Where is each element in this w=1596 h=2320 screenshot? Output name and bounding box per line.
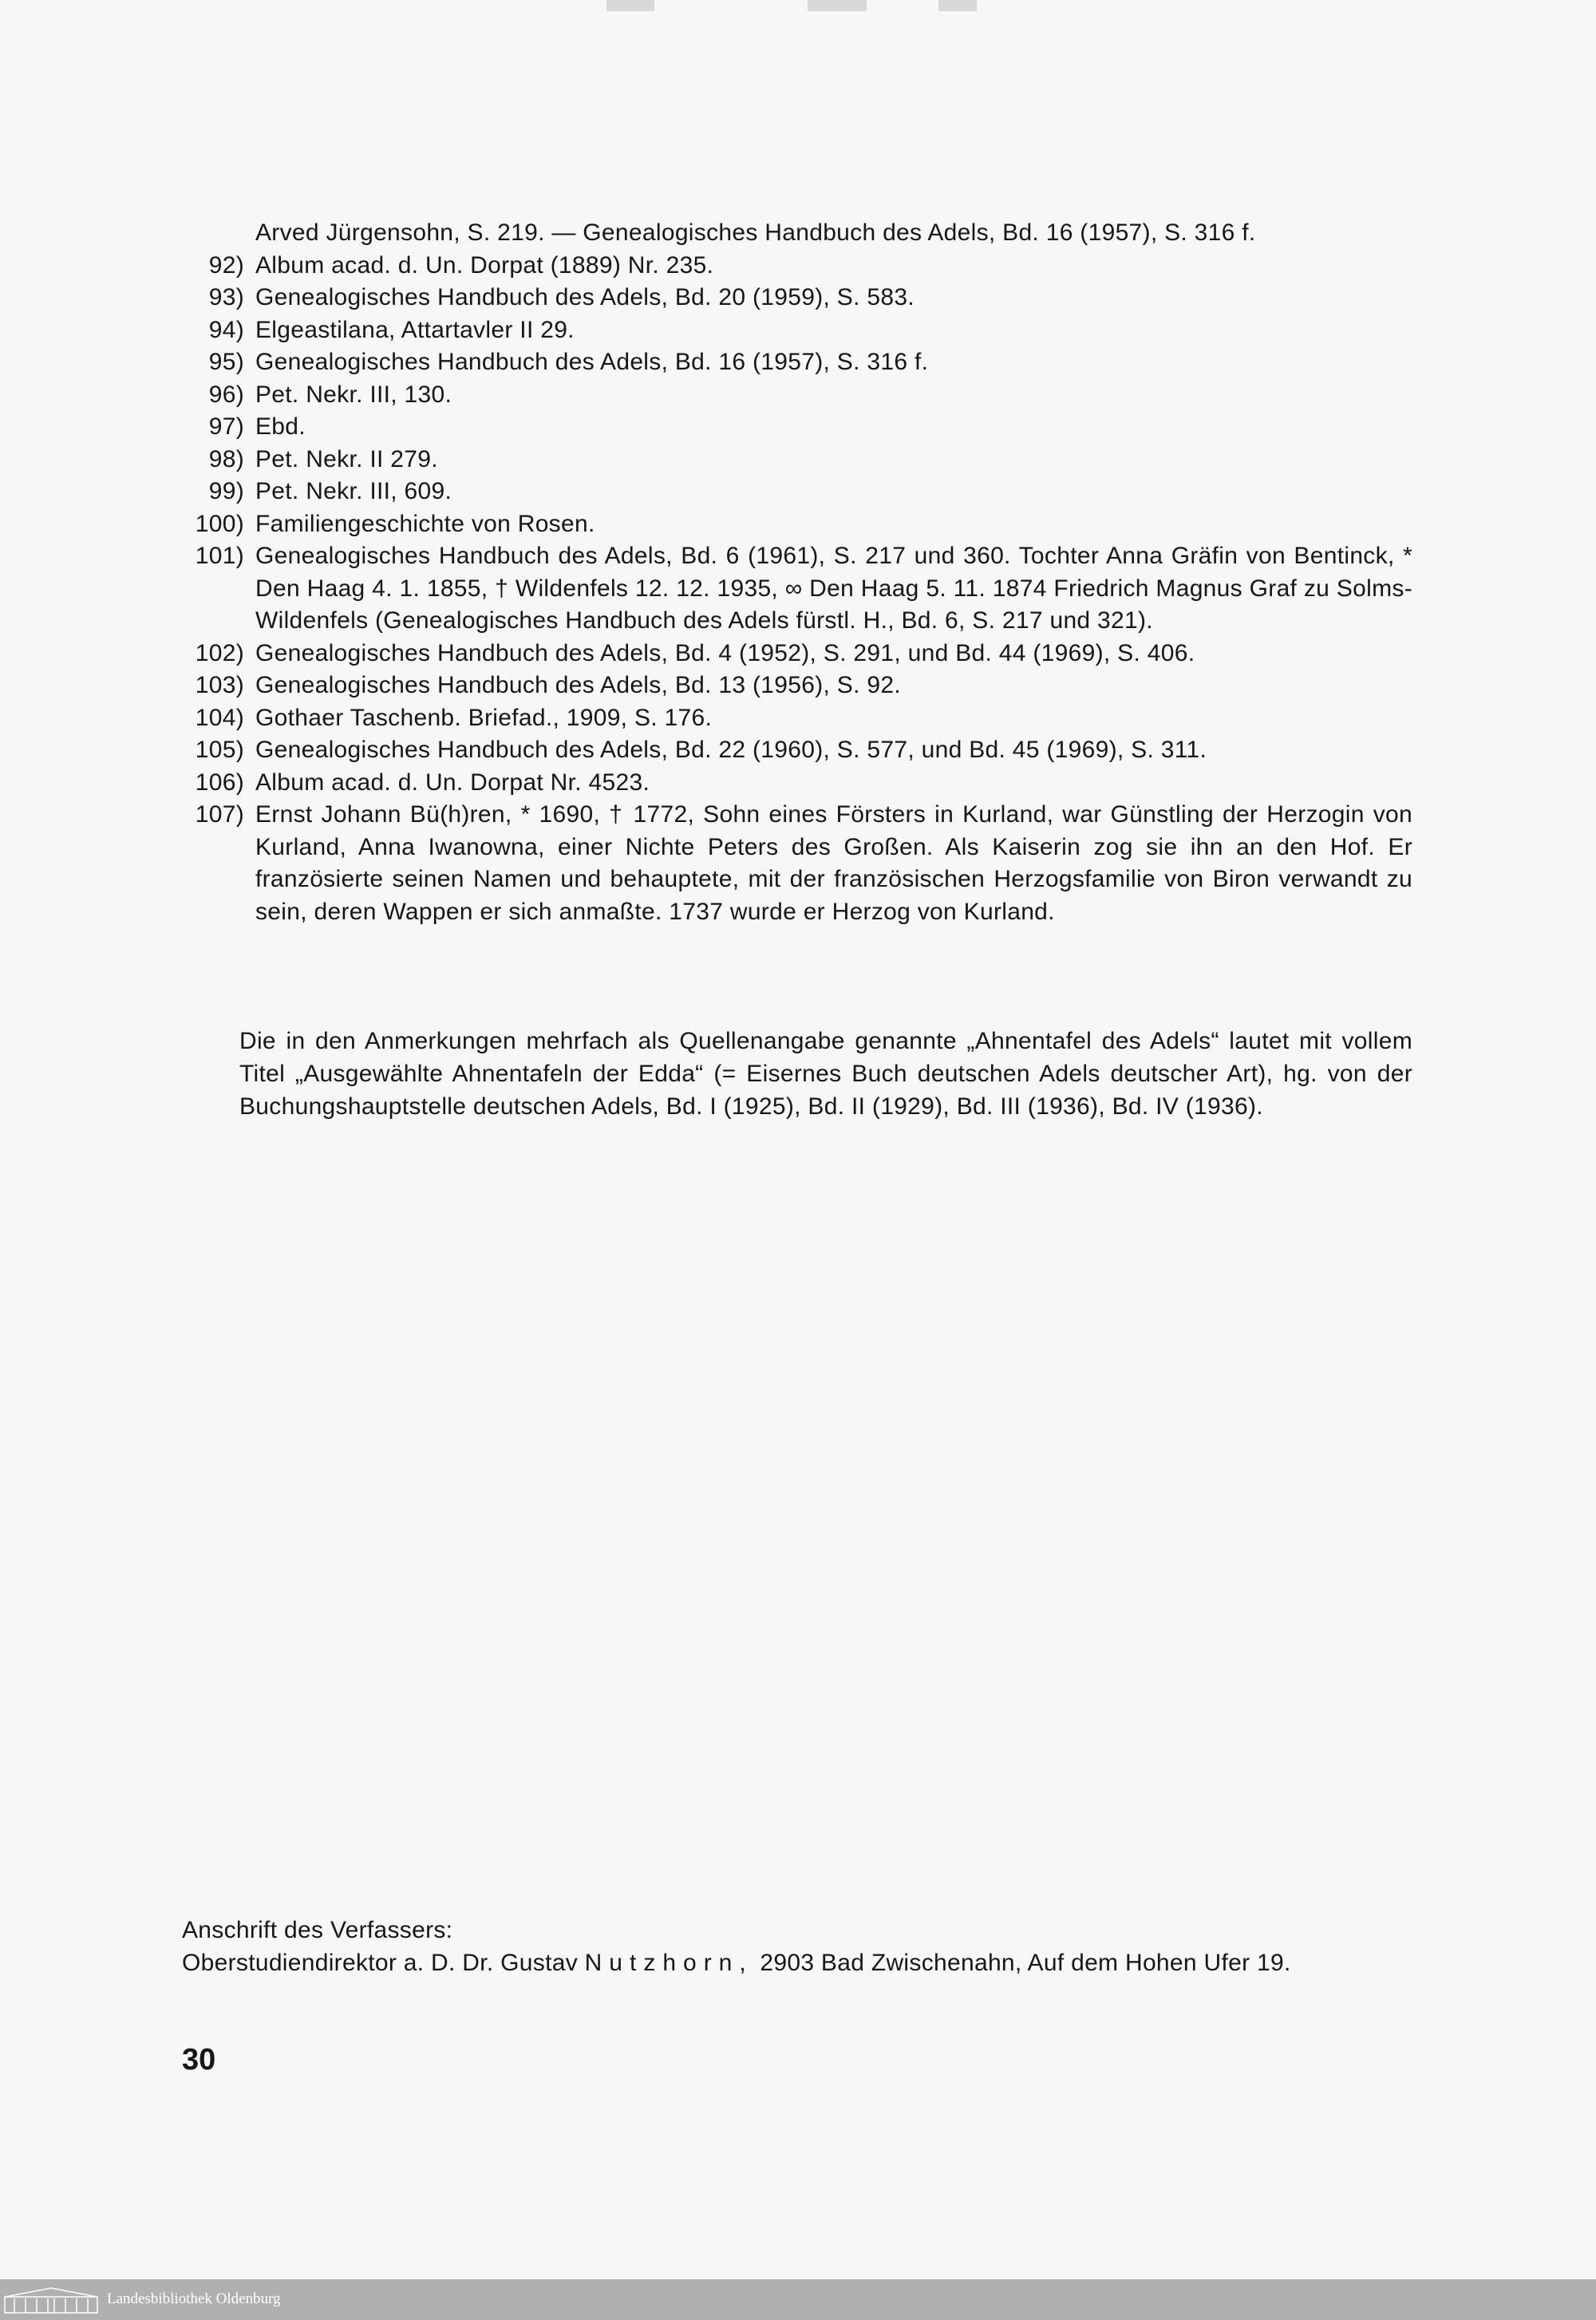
- footnote-item: [184, 250, 1412, 283]
- library-building-icon: [3, 2286, 99, 2314]
- footnote-item: [184, 767, 1412, 800]
- footnote-item: [184, 379, 1412, 412]
- footnote-text: Genealogisches Handbuch des Adels, Bd. 6 (1961), S. 217 und 360. Tochter Anna Gräfin von Bentinck, * Den Haag 4. 1. 1855, † Wildenfels 12. 12. 1935, ∞ Den Haag 5. 11. 1874 Friedrich Magnus Graf zu Solms-Wildenfels (Genealogisches Handbuch des Adels fürstl. H., Bd. 6, S. 217 und 321).: [255, 543, 1412, 634]
- footnote-text: Genealogisches Handbuch des Adels, Bd. 13 (1956), S. 92.: [255, 672, 901, 698]
- footnote-item: [184, 314, 1412, 347]
- footnote-number: 97): [208, 413, 244, 440]
- footnote-text: Gothaer Taschenb. Briefad., 1909, S. 176.: [255, 704, 713, 731]
- footnote-number: 93): [208, 284, 244, 310]
- footnote-number: 96): [208, 381, 244, 408]
- footnote-number: 94): [208, 316, 244, 343]
- footnote-number: 104): [195, 704, 244, 731]
- footnote-number: 95): [208, 349, 244, 375]
- scan-artifact: [606, 0, 654, 11]
- address-prefix: Oberstudiendirektor a. D. Dr. Gustav: [182, 1950, 578, 1976]
- footnote-item: [184, 799, 1412, 928]
- scan-artifact: [808, 0, 867, 11]
- footnote-list: [184, 217, 1412, 928]
- footnote-text: Ernst Johann Bü(h)ren, * 1690, † 1772, Sohn eines Försters in Kurland, war Günstling der Herzogin von Kurland, Anna Iwanowna, einer Nichte Peters des Großen. Als Kaiserin zog sie ihn an den Hof. Er französierte seinen Namen und behauptete, mit der französischen Herzogsfamilie von Biron verwandt zu sein, deren Wappen er sich anmaßte. 1737 wurde er Herzog von Kurland.: [255, 801, 1412, 925]
- footnote-text: Pet. Nekr. III, 130.: [255, 381, 452, 408]
- footnote-text: Familiengeschichte von Rosen.: [255, 510, 595, 537]
- footnote-text: Arved Jürgensohn, S. 219. — Genealogisches Handbuch des Adels, Bd. 16 (1957), S. 316 f.: [255, 219, 1256, 246]
- author-surname: Nutzhorn,: [584, 1950, 753, 1976]
- footnote-item: [184, 476, 1412, 508]
- address-body: [182, 1947, 1412, 1979]
- footnote-item: [184, 638, 1412, 670]
- footnote-text: Pet. Nekr. III, 609.: [255, 478, 452, 504]
- library-name: Landesbibliothek Oldenburg: [107, 2290, 281, 2307]
- footnote-item: [184, 346, 1412, 379]
- footnote-number: 101): [195, 543, 244, 569]
- footnote-number: 92): [208, 251, 244, 279]
- footnote-text: Ebd.: [255, 413, 306, 440]
- footnote-number: 98): [208, 445, 244, 472]
- library-footer: [0, 2279, 1596, 2320]
- footnote-number: 100): [195, 510, 244, 537]
- footnote-item: [184, 670, 1412, 702]
- footnote-item: [184, 444, 1412, 476]
- footnote-text: Pet. Nekr. II 279.: [255, 445, 438, 472]
- footnote-item: [184, 217, 1412, 250]
- footnote-item: [184, 282, 1412, 314]
- footnote-text: Genealogisches Handbuch des Adels, Bd. 16 (1957), S. 316 f.: [255, 349, 929, 375]
- footnote-text: Album acad. d. Un. Dorpat Nr. 4523.: [255, 769, 650, 796]
- footnote-number: 99): [208, 478, 244, 504]
- scan-artifact: [938, 0, 977, 11]
- address-heading: Anschrift des Verfassers:: [182, 1917, 453, 1943]
- author-address: [182, 1914, 1412, 1979]
- footnote-item: [184, 540, 1412, 638]
- footnote-number: 106): [195, 769, 244, 796]
- footnote-number: 107): [195, 801, 244, 828]
- footnote-number: 103): [195, 672, 244, 698]
- footnote-text: Elgeastilana, Attartavler II 29.: [255, 316, 575, 343]
- footnote-text: Genealogisches Handbuch des Adels, Bd. 22 (1960), S. 577, und Bd. 45 (1969), S. 311.: [255, 737, 1207, 763]
- footnote-item: [184, 508, 1412, 541]
- footnote-number: 105): [195, 737, 244, 763]
- footnote-text: Album acad. d. Un. Dorpat (1889) Nr. 235.: [255, 251, 714, 279]
- address-suffix: 2903 Bad Zwischenahn, Auf dem Hohen Ufer 19.: [760, 1950, 1291, 1976]
- footnote-item: [184, 411, 1412, 444]
- footnote-item: [184, 734, 1412, 767]
- footnote-text: Genealogisches Handbuch des Adels, Bd. 4 (1952), S. 291, und Bd. 44 (1969), S. 406.: [255, 639, 1195, 666]
- footnote-item: [184, 702, 1412, 735]
- page-number: 30: [182, 2043, 216, 2077]
- footnote-number: 102): [195, 639, 244, 666]
- source-remark: Die in den Anmerkungen mehrfach als Quellenangabe genannte „Ahnentafel des Adels“ lautet mit vollem Titel „Ausgewählte Ahnentafeln der Edda“ (= Eisernes Buch deutschen Adels deutscher Art), hg. von der Buchungshauptstelle deutschen Adels, Bd. I (1925), Bd. II (1929), Bd. III (1936), Bd. IV (1936).: [239, 1028, 1412, 1120]
- footnote-text: Genealogisches Handbuch des Adels, Bd. 20 (1959), S. 583.: [255, 284, 915, 310]
